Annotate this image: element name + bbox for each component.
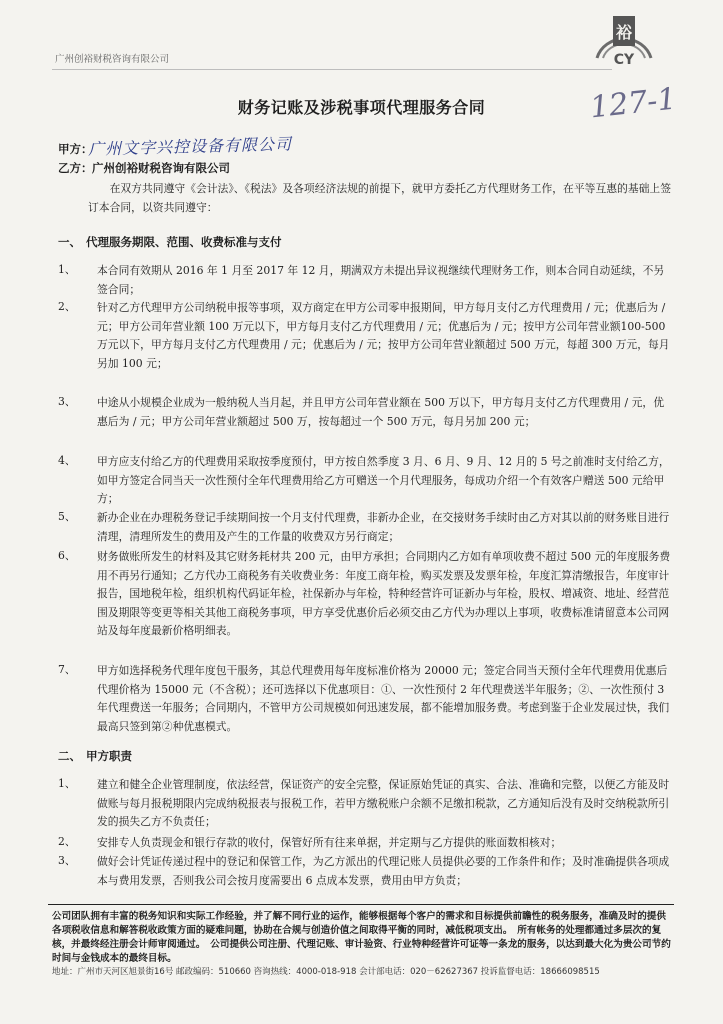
logo-text: CY [613, 52, 635, 68]
company-logo [583, 10, 665, 68]
section2-item-number: 1、 [58, 777, 76, 790]
footer-divider [48, 904, 674, 905]
section2-number: 二、 [58, 749, 81, 763]
footer-company-description: 公司团队拥有丰富的税务知识和实际工作经验，并了解不同行业的运作，能够根据每个客户的需求和目标提供前瞻性的税务服务，准确及时的提供各项税收信息和解答税收政策方面的疑难问题，协助在合规与创造价值之间取得平衡的同时，减低税项支出。 所有帐务的处理都通过多层次的复核，并最终经注册会计师审阅通过。 公司提供公司注册、代理记账、审计验资、行业特种经营许可证等一条龙的服务，以达到最大化为贵公司节约时间与金钱成本的最终目标。 [52, 911, 671, 964]
section1-item-5: 新办企业在办理税务登记手续期间按一个月支付代理费，非新办企业，在交接财务手续时由乙方对其以前的财务账目进行清理，清理所发生的费用及产生的工作量的收费双方另行商定； [97, 511, 670, 543]
section1-item-4: 甲方应支付给乙方的代理费用采取按季度预付，甲方按自然季度 3 月、6 月、9 月、12 月的 5 号之前准时支付给乙方，如甲方签定合同当天一次性预付全年代理费用给乙方可赠送一个月代理服务，每成功介绍一个有效客户赠送 500 元给甲方； [97, 455, 670, 505]
section1-item-6: 财务做账所发生的材料及其它财务耗材共 200 元，由甲方承担；合同期内乙方如有单项收费不超过 500 元的年度服务费用不再另行通知；乙方代办工商税务有关收费业务：年度工商年检，购买发票及发票年检，年度汇算清缴报告，年度审计报告，国地税年检，组织机构代码证年检，社保新办与年检，特种经营许可证新办与年检，股权、增减资、地址、经营范围及期限等变更等相关其他工商税务事项，甲方享受优惠价后必须交由乙方代为办理以上事项，收费标准请留意本公司网站及每年度最新价格明细表。 [97, 550, 671, 637]
party-a-handwritten-name: 广州文字兴控设备有限公司 [87, 134, 293, 159]
party-b-name: 广州创裕财税咨询有限公司 [92, 161, 230, 175]
party-b-label: 乙方： [58, 161, 93, 175]
section1-item-number: 7、 [58, 663, 76, 676]
footer-contact-info: 地址：广州市天河区旭景街16号 邮政编码：510660 咨询热线：4000-018-918 会计部电话：020－62627367 投诉监督电话：18666098515 [52, 967, 600, 977]
logo-glyph: 裕 [615, 23, 633, 42]
party-a-label: 甲方： [58, 142, 93, 156]
section1-item-number: 5、 [58, 510, 76, 523]
section1-item-number: 3、 [58, 395, 76, 408]
header-divider [52, 69, 612, 70]
section2-item-number: 3、 [58, 854, 76, 867]
section2-item-2: 安排专人负责现金和银行存款的收付，保管好所有往来单据，并定期与乙方提供的账面数相核对； [97, 836, 562, 849]
section1-item-number: 2、 [58, 300, 76, 313]
section1-item-number: 6、 [58, 549, 76, 562]
contract-title: 财务记账及涉税事项代理服务合同 [237, 98, 486, 117]
section1-title: 代理服务期限、范围、收费标准与支付 [86, 235, 282, 249]
section1-item-7: 甲方如选择税务代理年度包干服务，其总代理费用每年度标准价格为 20000 元；签定合同当天预付全年代理费用优惠后代理价格为 15000 元（不含税）；还可选择以下优惠项目：①、一次性预付 2 年代理费送半年服务；②、一次性预付 3 年代理费送一年服务；合同期内，不管甲方公司规模如何迅速发展，都不能增加服务费。考虑到鉴于企业发展过快，我们最高只签到第②种优惠模式。 [97, 664, 670, 733]
intro-paragraph: 在双方共同遵守《会计法》、《税法》及各项经济法规的前提下，就甲方委托乙方代理财务工作，在平等互惠的基础上签订本合同，以资共同遵守： [88, 182, 672, 214]
section2-title: 甲方职责 [86, 749, 132, 763]
section1-item-number: 1、 [58, 263, 76, 276]
header-company-name: 广州创裕财税咨询有限公司 [55, 54, 170, 65]
section1-item-2: 针对乙方代理甲方公司纳税申报等事项，双方商定在甲方公司零申报期间，甲方每月支付乙方代理费用 / 元；优惠后为 / 元；甲方公司年营业额 100 万元以下，甲方每月支付乙方代理费用 / 元；优惠后为 / 元；按甲方公司年营业额100-500万元以下，甲方每月支付乙方代理费用 / 元；优惠后为 / 元；按甲方公司年营业额超过 500 万元，每超 300 万元，每月另加 100 元； [97, 301, 670, 370]
section1-item-3: 中途从小规模企业成为一般纳税人当月起，并且甲方公司年营业额在 500 万以下，甲方每月支付乙方代理费用 / 元，优惠后为 / 元；甲方公司年营业额超过 500 万，按每超过一个 500 万元，每月另加 200 元； [97, 396, 665, 428]
handwritten-page-note: 127-1 [588, 81, 679, 126]
section2-item-3: 做好会计凭证传递过程中的登记和保管工作，为乙方派出的代理记账人员提供必要的工作条件和作；及时准确提供各项成本与费用发票，否则我公司会按月度需要出 6 点成本发票，费用由甲方负责； [97, 855, 670, 887]
section1-item-number: 4、 [58, 454, 76, 467]
section2-item-1: 建立和健全企业管理制度，依法经营，保证资产的安全完整，保证原始凭证的真实、合法、准确和完整，以便乙方能及时做账与每月报税期限内完成纳税报表与报税工作，若甲方缴税账户余额不足缴扣税款，乙方通知后没有及时交纳税款所引发的损失乙方不负责任； [97, 778, 670, 828]
section1-item-1: 本合同有效期从 2016 年 1 月至 2017 年 12 月，期满双方未提出异议视继续代理财务工作，则本合同自动延续，不另签合同； [97, 264, 665, 296]
section1-number: 一、 [58, 235, 81, 249]
section2-item-number: 2、 [58, 835, 76, 848]
